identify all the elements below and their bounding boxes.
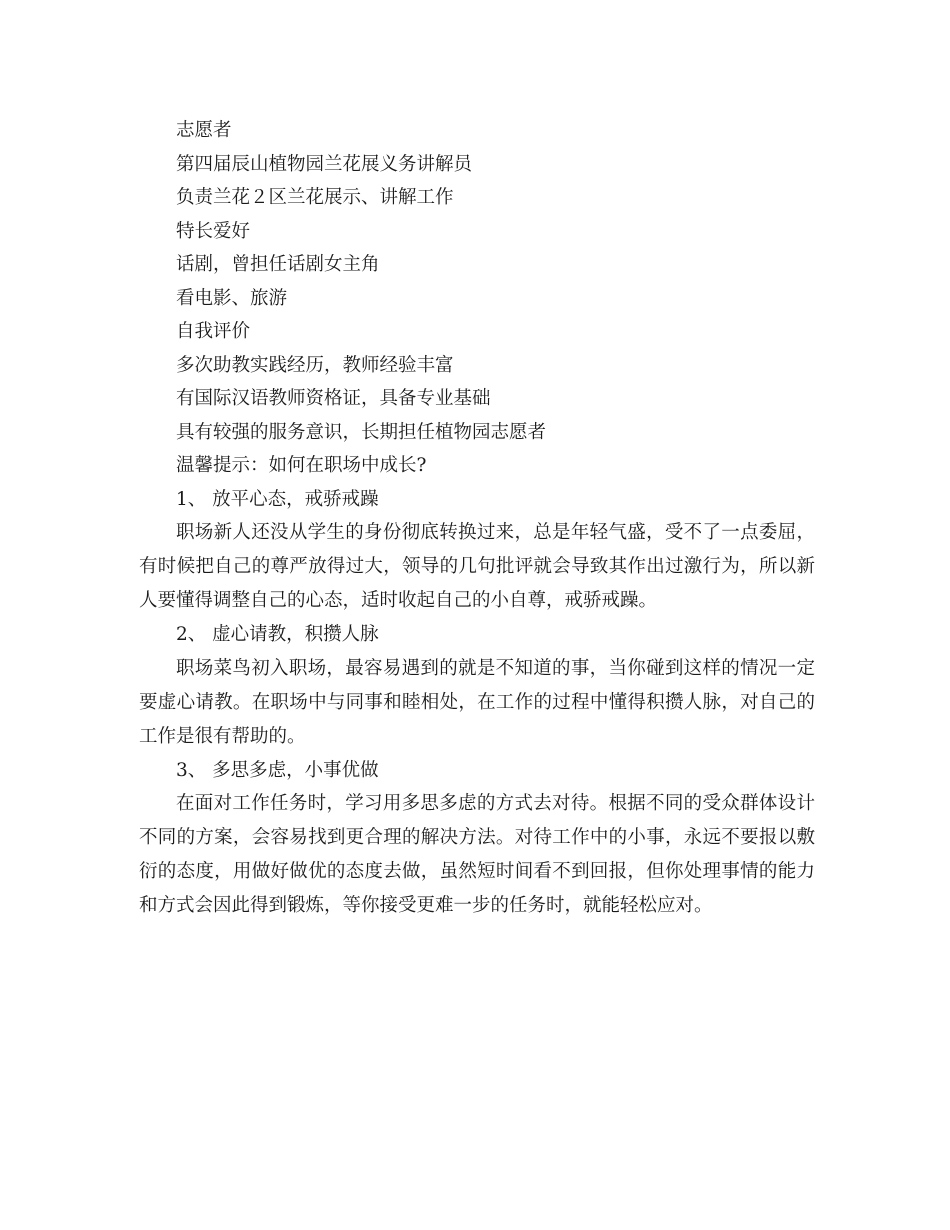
text-line: 看电影、旅游 xyxy=(176,287,288,309)
text-line: 多次助教实践经历，教师经验丰富 xyxy=(176,354,454,376)
tip-paragraph: 职场菜鸟初入职场，最容易遇到的就是不知道的事，当你碰到这样的情况一定要虚心请教。在职场中与同事和睦相处，在工作的过程中懂得积攒人脉，对自己的工作是很有帮助的。 xyxy=(139,657,815,747)
tip-heading: 1、 放平心态，戒骄戒躁 xyxy=(176,488,379,510)
tip-paragraph: 职场新人还没从学生的身份彻底转换过来，总是年轻气盛，受不了一点委屈，有时候把自己的尊严放得过大，领导的几句批评就会导致其作出过激行为，所以新人要懂得调整自己的心态，适时收起自己的小自尊，戒骄戒躁。 xyxy=(139,522,815,611)
section-label: 自我评价 xyxy=(176,321,251,342)
tip-paragraph: 在面对工作任务时，学习用多思多虑的方式去对待。根据不同的受众群体设计不同的方案，会容易找到更合理的解决方法。对待工作中的小事，永远不要报以敷衍的态度，用做好做优的态度去做，虽然短时间看不到回报，但你处理事情的能力和方式会因此得到锻炼，等你接受更难一步的任务时，就能轻松应对。 xyxy=(139,793,815,916)
text-line: 志愿者 xyxy=(176,120,232,141)
section-label: 特长爱好 xyxy=(176,220,251,242)
tips-title: 温馨提示：如何在职场中成长? xyxy=(176,455,427,476)
text-line: 具有较强的服务意识，长期担任植物园志愿者 xyxy=(176,421,547,443)
text-line: 有国际汉语教师资格证，具备专业基础 xyxy=(176,388,491,409)
tip-heading: 2、 虚心请教，积攒人脉 xyxy=(176,624,379,645)
tip-heading: 3、 多思多虑，小事优做 xyxy=(176,759,379,781)
text-line: 第四届辰山植物园兰花展义务讲解员 xyxy=(176,153,473,175)
document-body xyxy=(139,114,815,923)
text-line: 负责兰花２区兰花展示、讲解工作 xyxy=(176,187,454,208)
text-line: 话剧，曾担任话剧女主角 xyxy=(176,254,380,275)
